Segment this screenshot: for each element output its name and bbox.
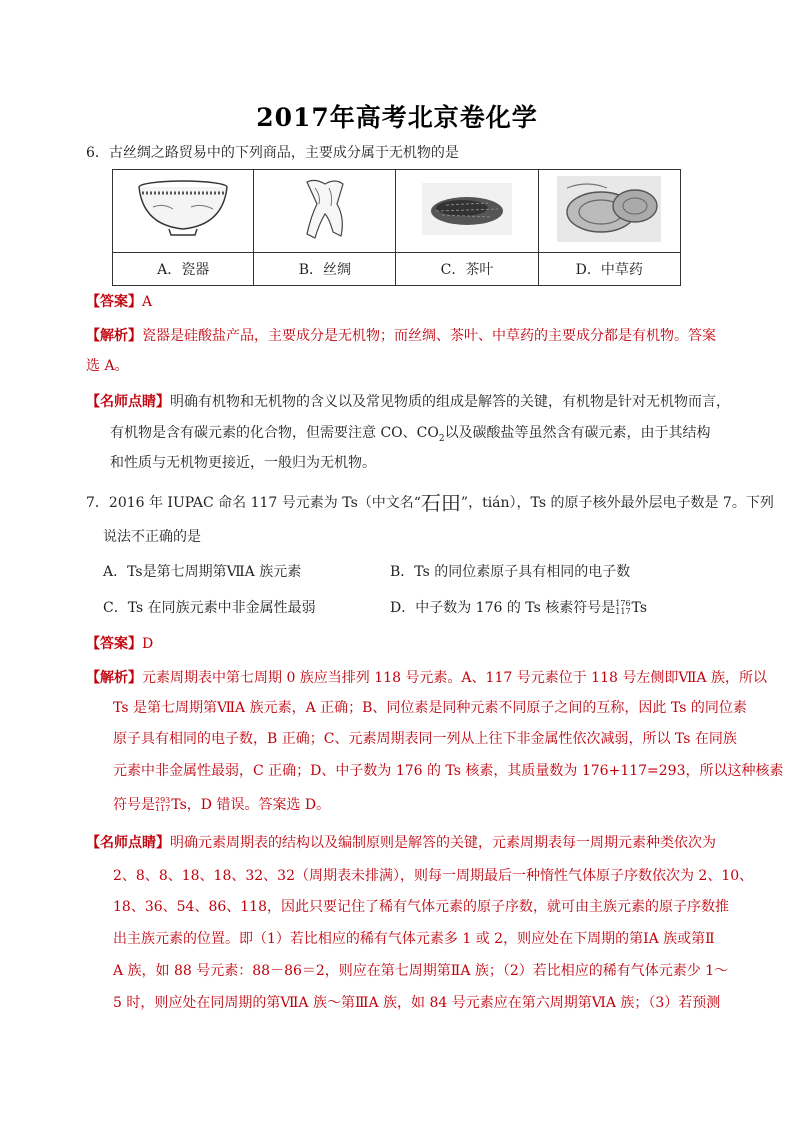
herbal-medicine-icon xyxy=(557,176,661,242)
q6-option-d: D．中草药 xyxy=(538,253,680,286)
silk-image xyxy=(254,170,396,253)
stem-text: ”，tián），Ts 的原子核外最外层电子数是 7。下列 xyxy=(460,495,774,511)
analysis-text: ，D 错误。答案选 D。 xyxy=(186,797,331,813)
q7-analysis-line-4: 元素中非金属性最弱，C 正确；D、中子数为 176 的 Ts 核素，其质量数为 176+117=293，所以这种核素 xyxy=(113,763,784,779)
teacher-tag: 【名师点睛】 xyxy=(86,394,170,410)
q6-analysis-line-2: 选 A。 xyxy=(86,358,129,374)
teacher-text: 有机物是含有碳元素的化合物，但需要注意 CO、CO xyxy=(110,425,439,441)
q6-teacher-line-1 xyxy=(86,392,730,412)
subscript: 2 xyxy=(438,433,445,444)
porcelain-bowl-icon xyxy=(133,177,233,241)
analysis-text: 符号是 xyxy=(113,797,155,813)
analysis-text: 元素周期表中第七周期 0 族应当排列 118 号元素。A、117 号元素位于 118 号左侧即ⅦA 族，所以 xyxy=(142,670,767,686)
q7-analysis-line-5 xyxy=(113,795,330,815)
tea-leaves-icon xyxy=(422,183,512,235)
q6-option-b: B．丝绸 xyxy=(254,253,396,286)
q6-teacher-line-2 xyxy=(110,423,711,449)
analysis-text: 瓷器是硅酸盐产品，主要成分是无机物；而丝绸、茶叶、中草药的主要成分都是有机物。答案 xyxy=(142,328,716,344)
q7-teacher-line-5: A 族，如 88 号元素：88－86＝2，则应在第七周期第ⅡA 族；（2）若比相应的稀有气体元素少 1～ xyxy=(113,963,729,979)
analysis-tag: 【解析】 xyxy=(86,328,142,344)
herb-image xyxy=(538,170,680,253)
q7-option-d xyxy=(390,597,647,617)
mass-number: 176 xyxy=(615,599,631,608)
q6-stem: 6．古丝绸之路贸易中的下列商品，主要成分属于无机物的是 xyxy=(86,145,459,161)
teacher-text: 明确元素周期表的结构以及编制原则是解答的关键，元素周期表每一周期元素种类依次为 xyxy=(170,835,716,851)
mass-number: 293 xyxy=(155,796,171,805)
silk-icon xyxy=(285,174,365,244)
q7-teacher-line-4: 出主族元素的位置。即（1）若比相应的稀有气体元素多 1 或 2，则应处在下周期的第ⅠA 族或第Ⅱ xyxy=(113,931,715,947)
teacher-text: 以及碳酸盐等虽然含有碳元素，由于其结构 xyxy=(444,425,711,441)
q7-option-c: C．Ts 在同族元素中非金属性最弱 xyxy=(103,600,316,616)
tian-glyph: 石田 xyxy=(420,491,461,515)
q7-answer xyxy=(86,634,153,654)
q6-option-c: C．茶叶 xyxy=(396,253,538,286)
q7-analysis-line-3: 原子具有相同的电子数，B 正确；C、元素周期表同一列从上往下非金属性依次减弱，所以 Ts 在同族 xyxy=(113,731,737,747)
q7-option-a: A．Ts是第七周期第ⅦA 族元素 xyxy=(103,564,302,580)
q7-analysis-line-2: Ts 是第七周期第ⅦA 族元素，A 正确；B、同位素是同种元素不同原子之间的互称，因此 Ts 的同位素 xyxy=(113,700,747,716)
atomic-number: 117 xyxy=(615,607,631,616)
element-symbol: Ts xyxy=(171,797,187,813)
answer-value: D xyxy=(142,636,154,652)
nuclide-notation xyxy=(155,797,170,813)
q6-analysis-line-1 xyxy=(86,326,716,346)
porcelain-bowl-image xyxy=(113,170,254,253)
stem-text: 7．2016 年 IUPAC 命名 117 号元素为 Ts（中文名“ xyxy=(86,495,421,511)
q7-teacher-line-3: 18、36、54、86、118，因此只要记住了稀有气体元素的原子序数，就可由主族元素的原子序数推 xyxy=(113,899,729,915)
teacher-tag: 【名师点睛】 xyxy=(86,835,170,851)
q7-stem-line-2: 说法不正确的是 xyxy=(103,529,201,545)
q7-analysis-line-1 xyxy=(86,668,767,688)
tea-image xyxy=(396,170,538,253)
answer-tag: 【答案】 xyxy=(86,294,142,310)
q7-teacher-line-2: 2、8、8、18、18、32、32（周期表未排满），则每一周期最后一种惰性气体原子序数依次为 2、10、 xyxy=(113,868,754,884)
answer-tag: 【答案】 xyxy=(86,636,142,652)
atomic-number: 117 xyxy=(155,804,171,813)
nuclide-notation xyxy=(615,600,630,616)
element-symbol: Ts xyxy=(631,600,648,616)
page-title: 2017年高考北京卷化学 xyxy=(256,103,538,132)
q7-option-b: B．Ts 的同位素原子具有相同的电子数 xyxy=(390,564,631,580)
q6-options-table xyxy=(112,169,681,286)
analysis-tag: 【解析】 xyxy=(86,670,142,686)
q7-teacher-line-1 xyxy=(86,833,716,853)
answer-value: A xyxy=(142,294,153,310)
teacher-text: 明确有机物和无机物的含义以及常见物质的组成是解答的关键，有机物是针对无机物而言， xyxy=(170,394,730,410)
q6-answer xyxy=(86,292,152,312)
q6-option-a: A．瓷器 xyxy=(113,253,254,286)
q6-teacher-line-3: 和性质与无机物更接近，一般归为无机物。 xyxy=(110,455,376,471)
q7-teacher-line-6: 5 时，则应处在同周期的第ⅦA 族～第ⅢA 族，如 84 号元素应在第六周期第ⅥA 族；（3）若预测 xyxy=(113,995,721,1011)
option-text: D．中子数为 176 的 Ts 核素符号是 xyxy=(390,600,616,616)
q7-stem-line-1 xyxy=(86,493,774,513)
